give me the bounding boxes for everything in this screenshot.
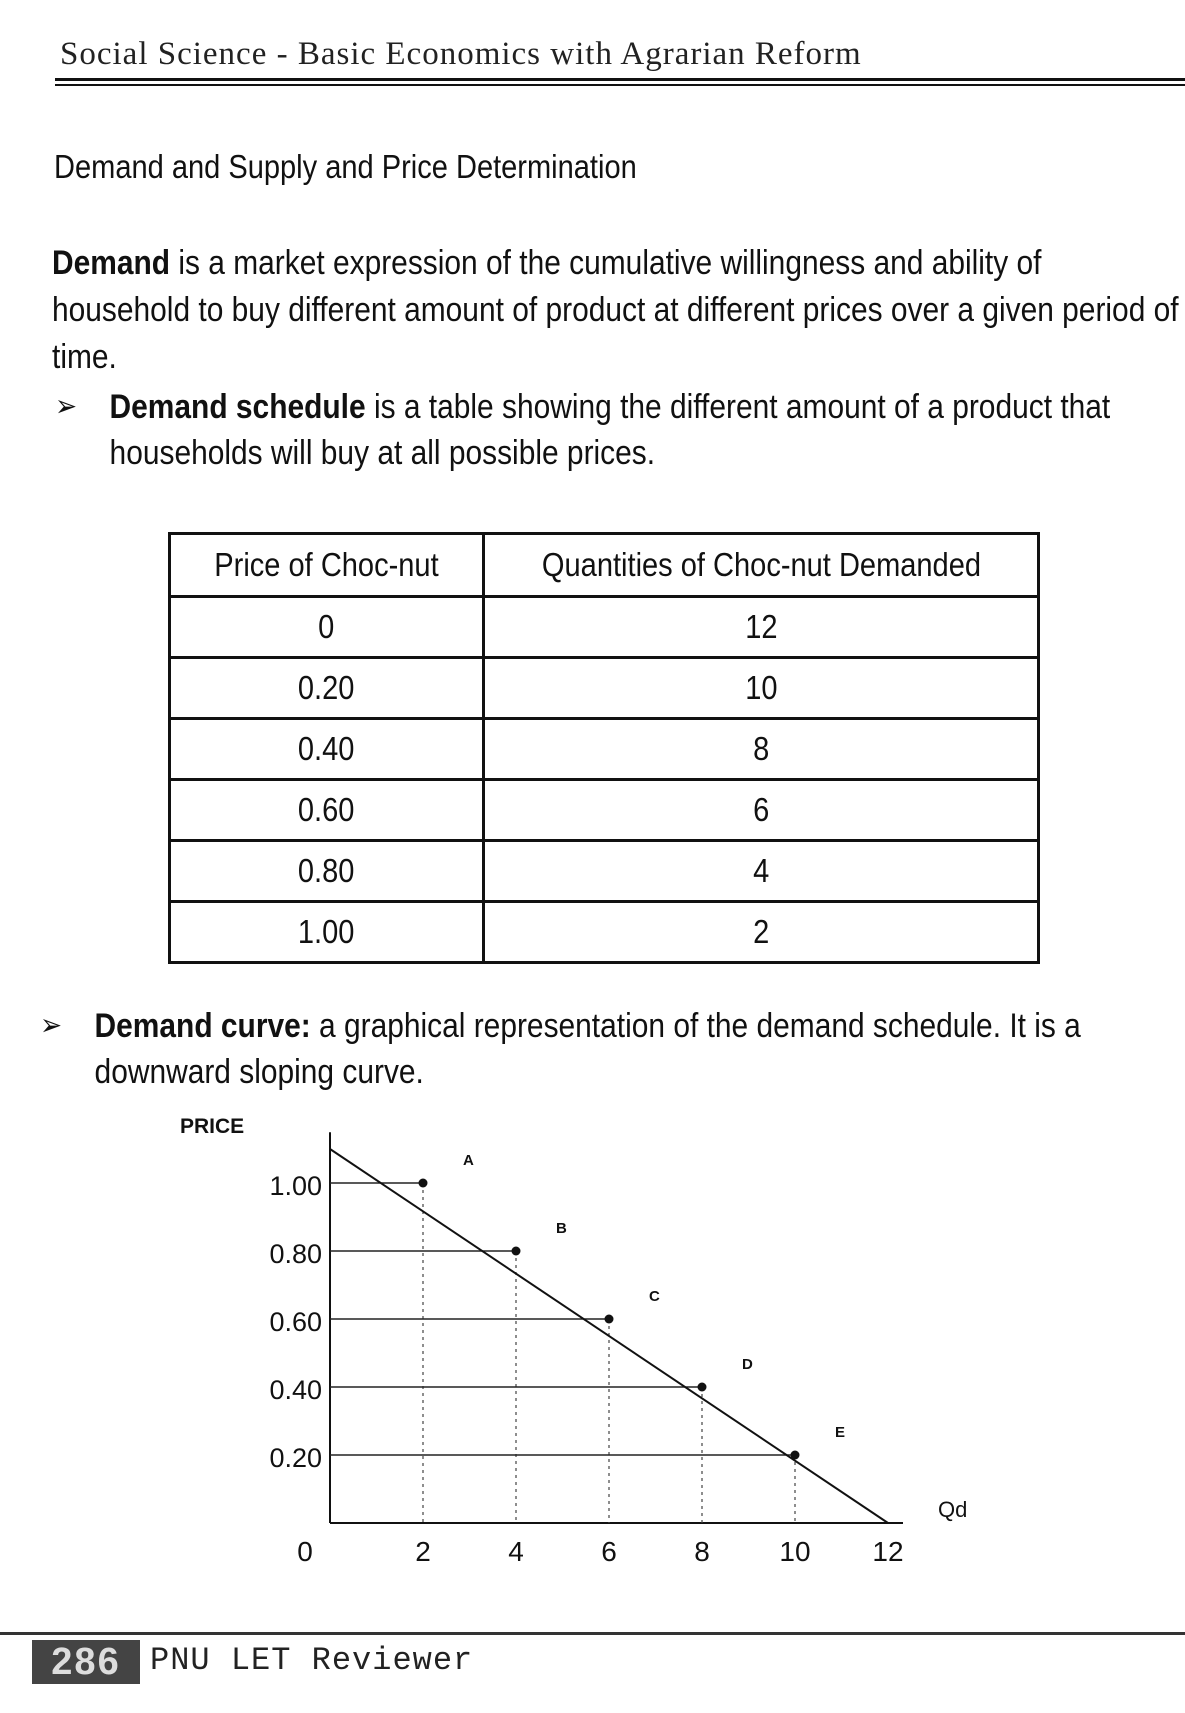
footer-text: PNU LET Reviewer: [150, 1642, 474, 1679]
point-label: A: [463, 1152, 474, 1169]
bullet-term: Demand curve:: [94, 1007, 311, 1045]
table-header-cell: Quantities of Choc-nut Demanded: [484, 534, 1039, 597]
demand-schedule-table: [168, 532, 1040, 964]
definition-term: Demand: [52, 244, 171, 282]
header-rule: [55, 78, 1185, 81]
footer-rule: [0, 1632, 1185, 1635]
x-tick-label: 2: [415, 1536, 431, 1567]
table-row: [170, 597, 1039, 658]
definition-text: is a market expression of the cumulative willingness and ability of household to buy different amount of product at different prices over a given period of time.: [52, 244, 1179, 376]
y-tick-label: 0.20: [269, 1443, 322, 1473]
page-number: 286: [32, 1640, 140, 1684]
y-tick-label: 0.40: [269, 1375, 322, 1405]
arrow-bullet-icon: ➢: [40, 1009, 63, 1042]
x-axis-label: Qd: [938, 1497, 968, 1522]
table-row: [170, 902, 1039, 963]
point-label: E: [835, 1424, 846, 1441]
y-tick-label: 0.60: [269, 1307, 322, 1337]
data-point: [698, 1383, 707, 1392]
table-cell-price: 0: [170, 597, 484, 658]
table-cell-price: 1.00: [170, 902, 484, 963]
table-header-cell: Price of Choc-nut: [170, 534, 484, 597]
data-point: [605, 1315, 614, 1324]
table-cell-price: 0.20: [170, 658, 484, 719]
x-tick-label: 10: [779, 1536, 811, 1567]
bullet-text: [95, 1003, 1111, 1095]
bullet-body: a graphical representation of the demand schedule. It is a downward sloping curve.: [94, 1007, 1081, 1091]
y-tick-label: 0.80: [269, 1239, 322, 1269]
y-axis-label: PRICE: [180, 1115, 245, 1138]
running-head: Social Science - Basic Economics with Agrarian Reform: [60, 36, 862, 72]
table-header-row: [170, 534, 1039, 597]
table-cell-quantity: 6: [484, 780, 1039, 841]
x-tick-label: 4: [508, 1536, 524, 1567]
table-cell-quantity: 12: [484, 597, 1039, 658]
x-tick-label: 6: [601, 1536, 617, 1567]
bullet-body: is a table showing the different amount of a product that households will buy at all possible prices.: [109, 388, 1111, 472]
table-cell-price: 0.80: [170, 841, 484, 902]
table-row: [170, 780, 1039, 841]
table-row: [170, 841, 1039, 902]
table-row: [170, 658, 1039, 719]
bullet-term: Demand schedule: [109, 388, 366, 426]
table-cell-quantity: 10: [484, 658, 1039, 719]
bullet-text: [110, 384, 1126, 476]
header-rule: [55, 84, 1185, 86]
table-cell-quantity: 2: [484, 902, 1039, 963]
y-tick-label: 1.00: [269, 1171, 322, 1201]
arrow-bullet-icon: ➢: [55, 390, 78, 423]
demand-curve-chart: [160, 1105, 1020, 1575]
table-cell-quantity: 4: [484, 841, 1039, 902]
data-point: [512, 1247, 521, 1256]
x-tick-label: 8: [694, 1536, 710, 1567]
data-point: [791, 1451, 800, 1460]
x-tick-label: 12: [872, 1536, 904, 1567]
point-label: B: [556, 1220, 567, 1237]
section-title: Demand and Supply and Price Determination: [54, 148, 637, 185]
table-cell-price: 0.60: [170, 780, 484, 841]
point-label: D: [742, 1356, 753, 1373]
table-cell-price: 0.40: [170, 719, 484, 780]
data-point: [419, 1179, 428, 1188]
x-tick-label: 0: [297, 1536, 313, 1567]
table-cell-quantity: 8: [484, 719, 1039, 780]
table-row: [170, 719, 1039, 780]
demand-definition: [52, 240, 1184, 381]
point-label: C: [649, 1288, 660, 1305]
